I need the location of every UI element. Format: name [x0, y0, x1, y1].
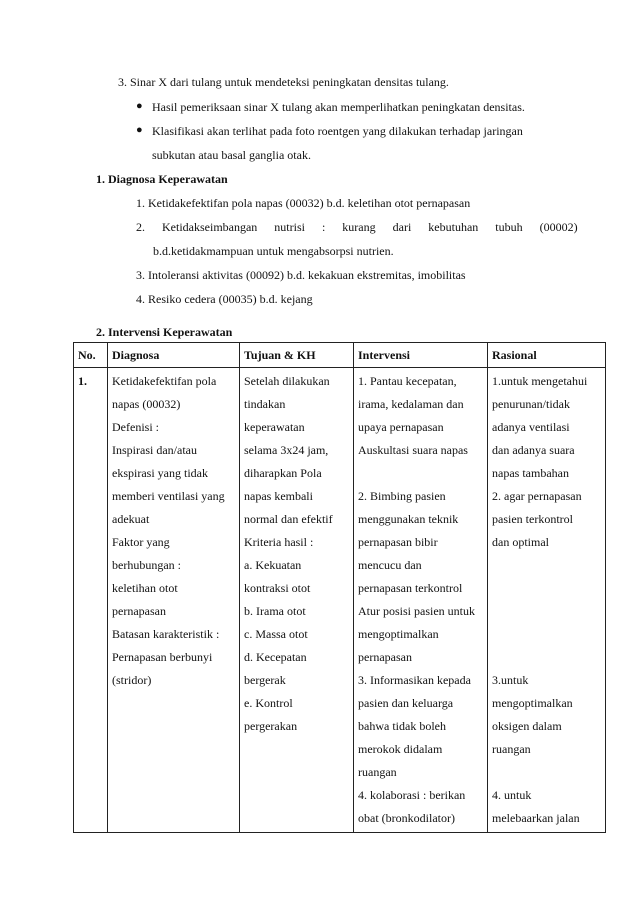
diagnosa-line: Inspirasi dan/atau [112, 443, 197, 457]
rasional-line: dan optimal [492, 535, 549, 549]
table-row [74, 368, 606, 833]
section-1-title: 1. Diagnosa Keperawatan [96, 172, 228, 186]
tujuan-line: tindakan [244, 397, 286, 411]
rasional-line: dan adanya suara [492, 443, 575, 457]
row-number: 1. [78, 374, 87, 388]
header-intervensi: Intervensi [354, 343, 488, 368]
tujuan-line: keperawatan [244, 420, 305, 434]
diagnosa-line: (stridor) [112, 673, 152, 687]
tujuan-line: Kriteria hasil : [244, 535, 314, 549]
rasional-line: 1.untuk mengetahui [492, 374, 588, 388]
header-diagnosa: Diagnosa [108, 343, 240, 368]
intro-bullet-2-cont: subkutan atau basal ganglia otak. [152, 148, 311, 162]
rasional-line [492, 646, 601, 669]
diagnosa-line: memberi ventilasi yang [112, 489, 225, 503]
diagnosis-item-2: 2. Ketidakseimbangan nutrisi : kurang dari kebutuhan tubuh (00002) [136, 220, 578, 234]
tujuan-line: bergerak [244, 673, 286, 687]
diagnosa-line: ekspirasi yang tidak [112, 466, 208, 480]
cell-intervensi [354, 368, 488, 833]
rasional-line: 4. untuk [492, 788, 532, 802]
intervensi-line: 4. kolaborasi : berikan [358, 788, 466, 802]
intervensi-line: irama, kedalaman dan [358, 397, 464, 411]
tujuan-line: pergerakan [244, 719, 298, 733]
intervensi-line: pasien dan keluarga [358, 696, 454, 710]
intervention-table [73, 342, 606, 833]
tujuan-line: d. Kecepatan [244, 650, 307, 664]
intervensi-line [358, 462, 483, 485]
diagnosa-line: berhubungan : [112, 558, 181, 572]
intro-bullet-2-text: Klasifikasi akan terlihat pada foto roentgen yang dilakukan terhadap jaringan [152, 124, 523, 138]
section-2-title: 2. Intervensi Keperawatan [96, 325, 233, 339]
diagnosis-item-2-cont: b.d.ketidakmampuan untuk mengabsorpsi nutrien. [153, 244, 394, 258]
rasional-line [492, 554, 601, 577]
intervensi-line: 1. Pantau kecepatan, [358, 374, 457, 388]
tujuan-line: c. Massa otot [244, 627, 308, 641]
rasional-line: pasien terkontrol [492, 512, 573, 526]
intervensi-line: Auskultasi suara napas [358, 443, 468, 457]
diagnosa-line: Faktor yang [112, 535, 170, 549]
cell-rasional [488, 368, 606, 833]
rasional-line: 2. agar pernapasan [492, 489, 582, 503]
intro-bullet-1: Hasil pemeriksaan sinar X tulang akan memperlihatkan peningkatan densitas. [152, 100, 525, 114]
tujuan-line: normal dan efektif [244, 512, 333, 526]
intervensi-line: mengoptimalkan [358, 627, 439, 641]
rasional-line: penurunan/tidak [492, 397, 570, 411]
rasional-line [492, 623, 601, 646]
rasional-line: melebaarkan jalan [492, 811, 580, 825]
intervensi-line: pernapasan bibir [358, 535, 438, 549]
diagnosa-line: adekuat [112, 512, 150, 526]
bullet-icon: ● [136, 100, 143, 112]
diagnosa-line: Batasan karakteristik : [112, 627, 220, 641]
header-tujuan: Tujuan & KH [240, 343, 354, 368]
diagnosa-line: Defenisi : [112, 420, 159, 434]
rasional-line [492, 577, 601, 600]
table-header-row [74, 343, 606, 368]
diagnosis-item-1: 1. Ketidakefektifan pola napas (00032) b.d. keletihan otot pernapasan [136, 196, 471, 210]
intervensi-line: pernapasan [358, 650, 412, 664]
tujuan-line: kontraksi otot [244, 581, 311, 595]
intervensi-line: ruangan [358, 765, 397, 779]
intervensi-line: merokok didalam [358, 742, 443, 756]
rasional-line [492, 761, 601, 784]
intervensi-line: menggunakan teknik [358, 512, 459, 526]
cell-no [74, 368, 108, 833]
intervensi-line: 2. Bimbing pasien [358, 489, 446, 503]
diagnosa-line: pernapasan [112, 604, 166, 618]
intervensi-line: 3. Informasikan kepada [358, 673, 471, 687]
diagnosis-item-3: 3. Intoleransi aktivitas (00092) b.d. kekakuan ekstremitas, imobilitas [136, 268, 466, 282]
intervensi-line: upaya pernapasan [358, 420, 444, 434]
diagnosa-line: napas (00032) [112, 397, 181, 411]
diagnosis-item-4: 4. Resiko cedera (00035) b.d. kejang [136, 292, 313, 306]
intervensi-line: bahwa tidak boleh [358, 719, 446, 733]
tujuan-line: napas kembali [244, 489, 313, 503]
diagnosa-line: Ketidakefektifan pola [112, 374, 217, 388]
rasional-line: oksigen dalam [492, 719, 562, 733]
rasional-line [492, 600, 601, 623]
intervensi-line: Atur posisi pasien untuk [358, 604, 475, 618]
rasional-line: 3.untuk [492, 673, 529, 687]
tujuan-line: a. Kekuatan [244, 558, 302, 572]
tujuan-line: Setelah dilakukan [244, 374, 330, 388]
diagnosa-line: Pernapasan berbunyi [112, 650, 213, 664]
tujuan-line: b. Irama otot [244, 604, 306, 618]
intro-item-3: 3. Sinar X dari tulang untuk mendeteksi peningkatan densitas tulang. [118, 75, 449, 89]
header-rasional: Rasional [488, 343, 606, 368]
intervensi-line: obat (bronkodilator) [358, 811, 455, 825]
rasional-line: mengoptimalkan [492, 696, 573, 710]
tujuan-line: diharapkan Pola [244, 466, 322, 480]
intro-bullet-2 [152, 124, 570, 138]
bullet-icon: ● [136, 124, 143, 136]
rasional-line: napas tambahan [492, 466, 569, 480]
cell-tujuan [240, 368, 354, 833]
diagnosa-line: keletihan otot [112, 581, 178, 595]
tujuan-line: e. Kontrol [244, 696, 293, 710]
rasional-line: ruangan [492, 742, 531, 756]
rasional-line: adanya ventilasi [492, 420, 570, 434]
intervensi-line: mencucu dan [358, 558, 422, 572]
cell-diagnosa [108, 368, 240, 833]
header-no: No. [74, 343, 108, 368]
intervensi-line: pernapasan terkontrol [358, 581, 463, 595]
tujuan-line: selama 3x24 jam, [244, 443, 329, 457]
